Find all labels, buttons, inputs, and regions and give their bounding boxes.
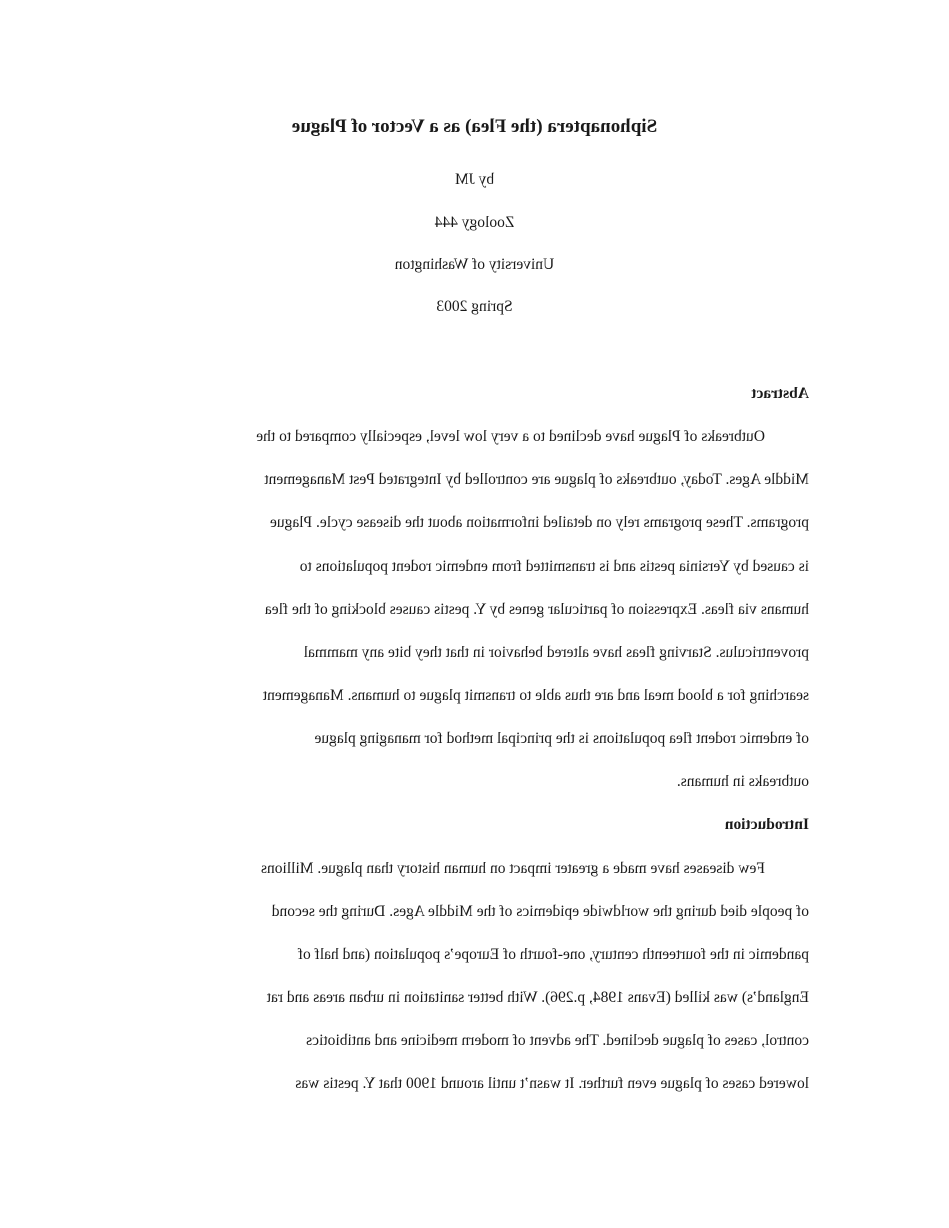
abstract-heading: Abstract — [751, 385, 809, 402]
abstract-line: searching for a blood meal and are thus able to transmit plague to humans. Management — [262, 687, 809, 704]
abstract-line: is caused by Yersinia pestis and is transmitted from endemic rodent populations to — [299, 558, 809, 575]
term-label: Spring 2003 — [436, 298, 513, 315]
introduction-line: England’s) was killed (Evans 1984, p.296). With better sanitation in urban areas and rat — [266, 989, 809, 1006]
university-name: University of Washington — [394, 256, 555, 273]
introduction-line: control, cases of plague declined. The advent of modern medicine and antibiotics — [306, 1032, 809, 1049]
introduction-line: pandemic in the fourteenth century, one-fourth of Europe’s population (and half of — [297, 946, 809, 963]
abstract-line: humans via fleas. Expression of particular genes by Y. pestis causes blocking of the flea — [264, 601, 809, 618]
abstract-line: of endemic rodent flea populations is the principal method for managing plague — [314, 730, 809, 747]
abstract-line: proventriculus. Starving fleas have altered behavior in that they bite any mammal — [303, 644, 809, 661]
abstract-line: Middle Ages. Today, outbreaks of plague are controlled by Integrated Pest Management — [264, 471, 809, 488]
abstract-line: outbreaks in humans. — [676, 773, 809, 790]
course-name: Zoology 444 — [434, 214, 515, 231]
introduction-line: Few diseases have made a greater impact on human history than plague. Millions — [260, 860, 765, 877]
author-byline: by JM — [454, 171, 495, 188]
introduction-line: of people died during the worldwide epidemics of the Middle Ages. During the second — [271, 903, 809, 920]
abstract-line: Outbreaks of Plague have declined to a very low level, especially compared to the — [256, 428, 765, 445]
abstract-line: programs. These programs rely on detailed information about the disease cycle. Plague — [269, 514, 809, 531]
introduction-heading: Introduction — [724, 816, 809, 833]
document-title: Siphonaptera (the Flea) as a Vector of Plague — [291, 116, 658, 137]
introduction-line: lowered cases of plague even further. It wasn’t until around 1900 that Y. pestis was — [295, 1075, 809, 1092]
